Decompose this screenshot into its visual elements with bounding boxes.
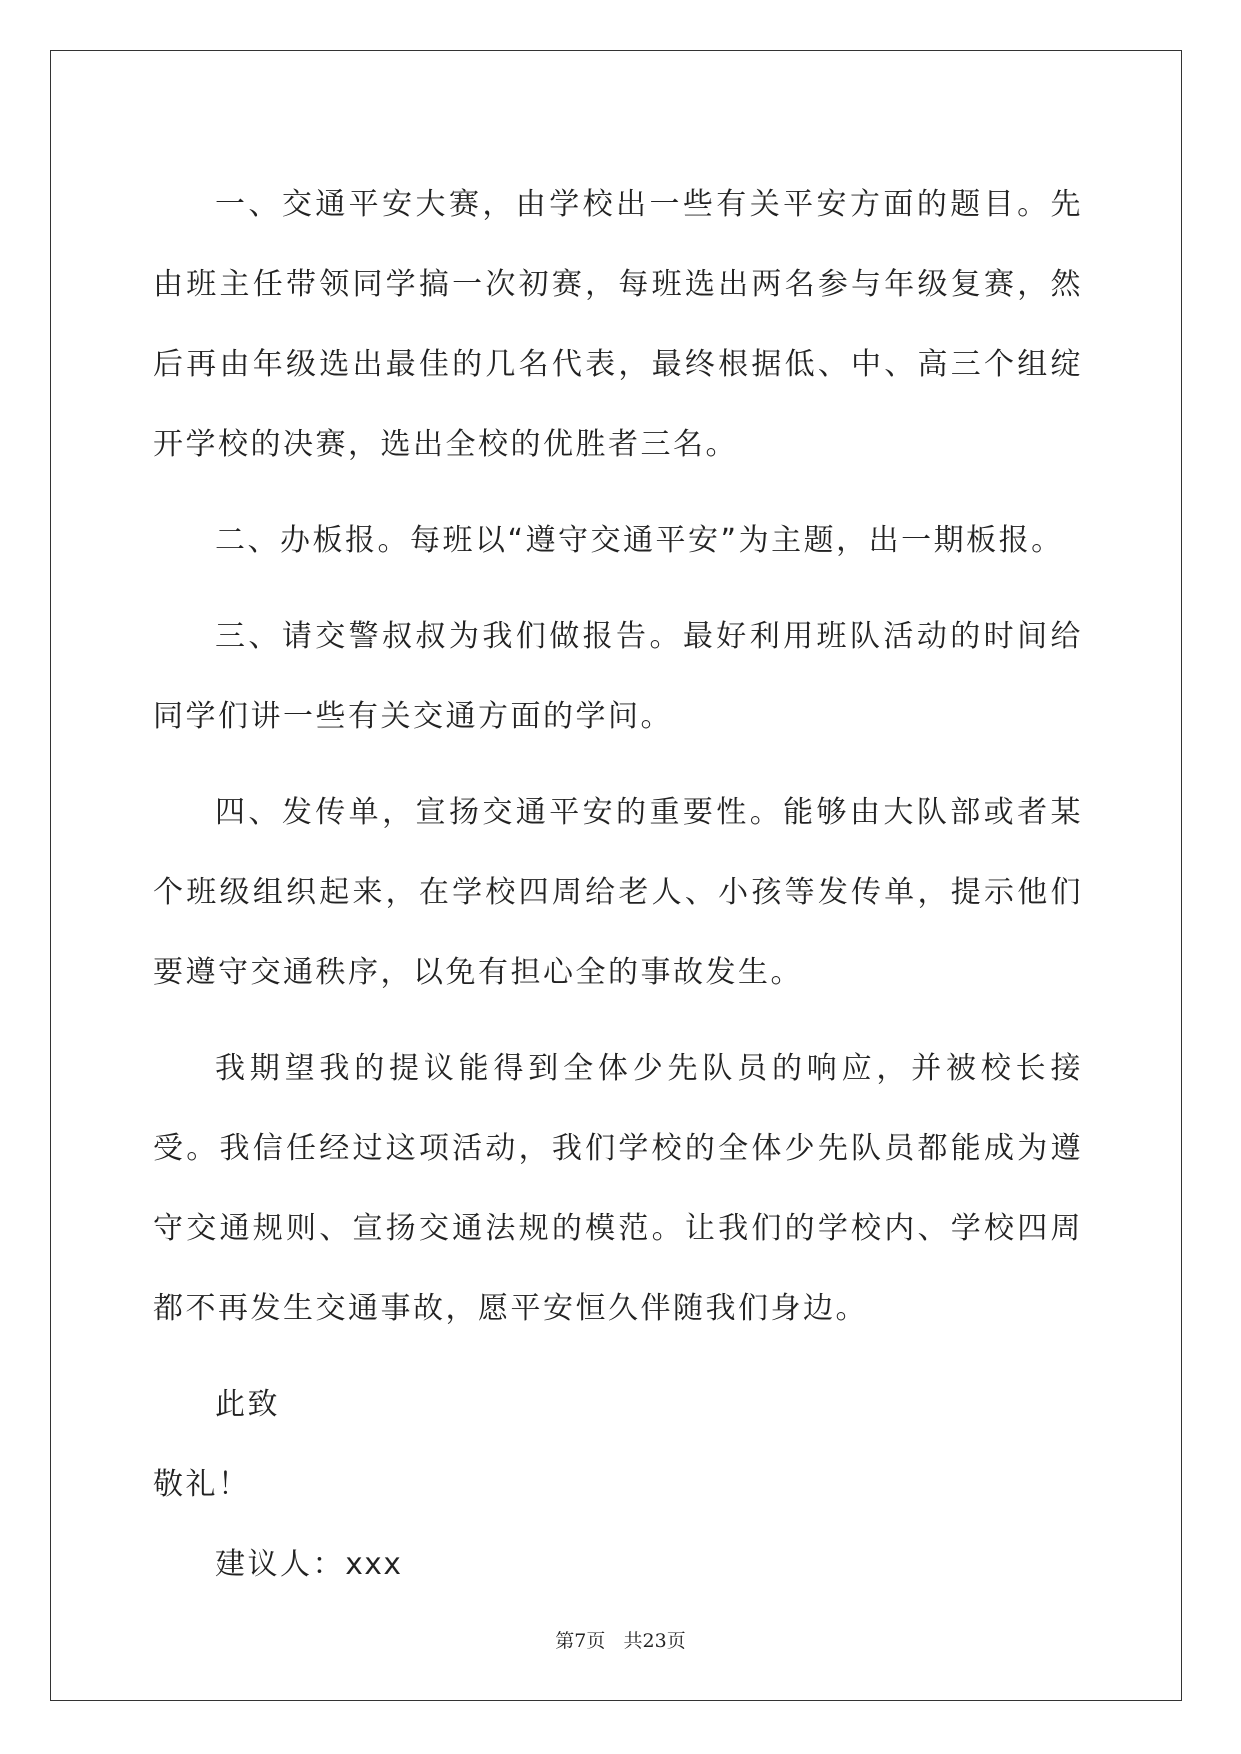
- salutation-jing-li: 敬礼！: [153, 1467, 251, 1502]
- salutation-ci-zhi: 此致: [215, 1387, 280, 1422]
- paragraph-4: 四、发传单，宣扬交通平安的重要性。能够由大队部或者某个班级组织起来，在学校四周给老人、小孩等发传单，提示他们要遵守交通秩序，以免有担心全的事故发生。: [153, 795, 1083, 990]
- document-body: [153, 165, 1083, 1605]
- paragraph-2: 二、办板报。每班以“遵守交通平安”为主题，出一期板报。: [215, 523, 1064, 558]
- page-total: 共23页: [623, 1630, 686, 1652]
- signature-line: [153, 1525, 1083, 1605]
- paragraph-3: 三、请交警叔叔为我们做报告。最好利用班队活动的时间给同学们讲一些有关交通方面的学问。: [153, 619, 1083, 734]
- paragraph-1: 一、交通平安大赛，由学校出一些有关平安方面的题目。先由班主任带领同学搞一次初赛，每班选出两名参与年级复赛，然后再由年级选出最佳的几名代表，最终根据低、中、高三个组绽开学校的决赛，选出全校的优胜者三名。: [153, 187, 1083, 462]
- signature-name: xxx: [345, 1547, 403, 1582]
- signature-label: 建议人：: [215, 1547, 345, 1582]
- page-number: 第7页: [555, 1630, 606, 1652]
- page-footer: [0, 1626, 1241, 1653]
- paragraph-5: 我期望我的提议能得到全体少先队员的响应，并被校长接受。我信任经过这项活动，我们学校的全体少先队员都能成为遵守交通规则、宣扬交通法规的模范。让我们的学校内、学校四周都不再发生交通事故，愿平安恒久伴随我们身边。: [153, 1051, 1083, 1326]
